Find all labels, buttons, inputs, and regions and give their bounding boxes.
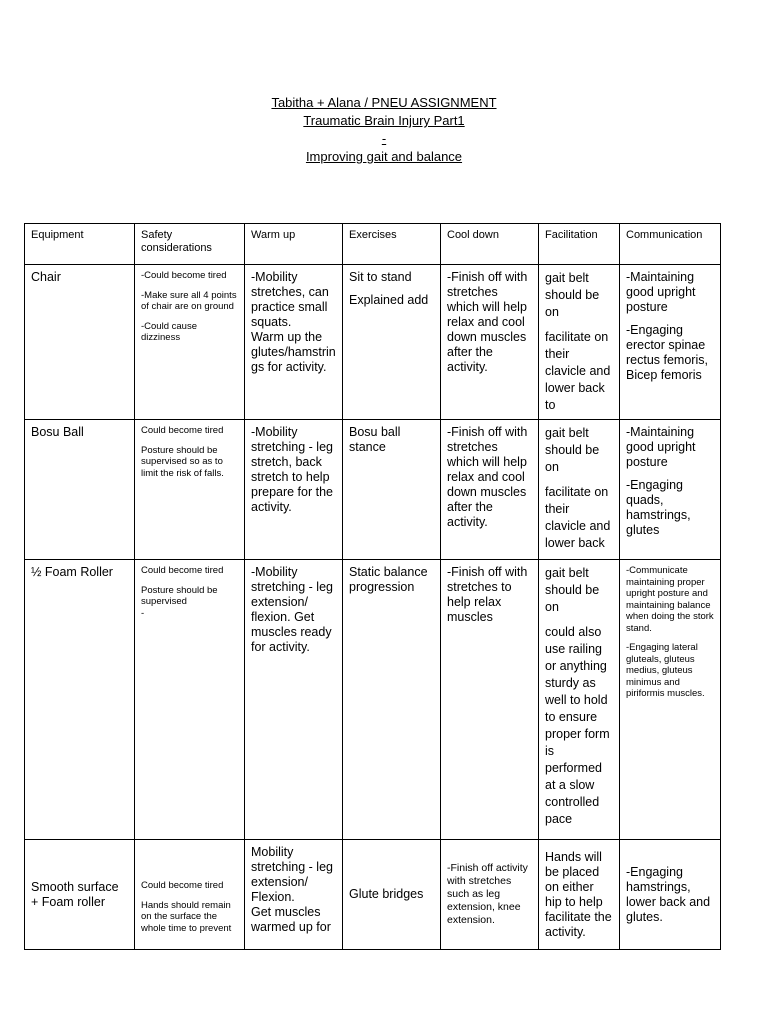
title-separator: -	[381, 131, 387, 146]
document-title-block	[0, 94, 768, 166]
equipment-cell: Chair	[25, 265, 135, 420]
safety-cell: -Could become tired -Make sure all 4 points of chair are on ground -Could cause dizziness	[135, 265, 245, 420]
warmup-cell: -Mobility stretching - leg stretch, back stretch to help prepare for the activity.	[245, 420, 343, 560]
communication-cell: -Maintaining good upright posture -Engaging erector spinae rectus femoris, Bicep femoris	[620, 265, 721, 420]
exercises-cell: Sit to stand Explained add	[343, 265, 441, 420]
exercises-cell: Bosu ball stance	[343, 420, 441, 560]
facilitation-cell: gait belt should be on facilitate on their clavicle and lower back	[539, 420, 620, 560]
exercise-plan-table	[24, 223, 721, 950]
table-row	[25, 420, 721, 560]
facilitation-cell: gait belt should be on could also use railing or anything sturdy as well to hold to ensure proper form is performed at a slow controlled pace	[539, 560, 620, 840]
communication-cell: -Maintaining good upright posture -Engaging quads, hamstrings, glutes	[620, 420, 721, 560]
header-cell: Warm up	[245, 224, 343, 265]
equipment-cell: ½ Foam Roller	[25, 560, 135, 840]
table-row	[25, 840, 721, 950]
header-cell: Communication	[620, 224, 721, 265]
header-cell: Safety considerations	[135, 224, 245, 265]
cooldown-cell: -Finish off with stretches to help relax muscles	[441, 560, 539, 840]
subtitle: Improving gait and balance	[305, 149, 463, 164]
table-header-row	[25, 224, 721, 265]
communication-cell: -Communicate maintaining proper upright posture and maintaining balance when doing the stork stand. -Engaging lateral gluteals, gluteus medius, gluteus minimus and piriformis muscles.	[620, 560, 721, 840]
equipment-cell: Bosu Ball	[25, 420, 135, 560]
cooldown-cell: -Finish off with stretches which will help relax and cool down muscles after the activity.	[441, 420, 539, 560]
table-row	[25, 265, 721, 420]
header-cell: Facilitation	[539, 224, 620, 265]
safety-cell: Could become tired Posture should be supervised -	[135, 560, 245, 840]
safety-cell: Could become tired Posture should be supervised so as to limit the risk of falls.	[135, 420, 245, 560]
assignment-title: Tabitha + Alana / PNEU ASSIGNMENT	[271, 95, 497, 110]
header-cell: Equipment	[25, 224, 135, 265]
cooldown-cell: -Finish off activity with stretches such as leg extension, knee extension.	[441, 840, 539, 950]
exercises-cell: Static balance progression	[343, 560, 441, 840]
facilitation-cell: Hands will be placed on either hip to help facilitate the activity.	[539, 840, 620, 950]
topic-title: Traumatic Brain Injury Part1	[303, 113, 465, 128]
warmup-cell: Mobility stretching - leg extension/ Flexion. Get muscles warmed up for	[245, 840, 343, 950]
safety-cell: Could become tired Hands should remain on the surface the whole time to prevent	[135, 840, 245, 950]
header-cell: Cool down	[441, 224, 539, 265]
warmup-cell: -Mobility stretching - leg extension/ flexion. Get muscles ready for activity.	[245, 560, 343, 840]
exercises-cell: Glute bridges	[343, 840, 441, 950]
equipment-cell: Smooth surface + Foam roller	[25, 840, 135, 950]
communication-cell: -Engaging hamstrings, lower back and glutes.	[620, 840, 721, 950]
header-cell: Exercises	[343, 224, 441, 265]
facilitation-cell: gait belt should be on facilitate on their clavicle and lower back to	[539, 265, 620, 420]
table-row	[25, 560, 721, 840]
cooldown-cell: -Finish off with stretches which will help relax and cool down muscles after the activity.	[441, 265, 539, 420]
warmup-cell: -Mobility stretches, can practice small squats. Warm up the glutes/hamstrin gs for activity.	[245, 265, 343, 420]
